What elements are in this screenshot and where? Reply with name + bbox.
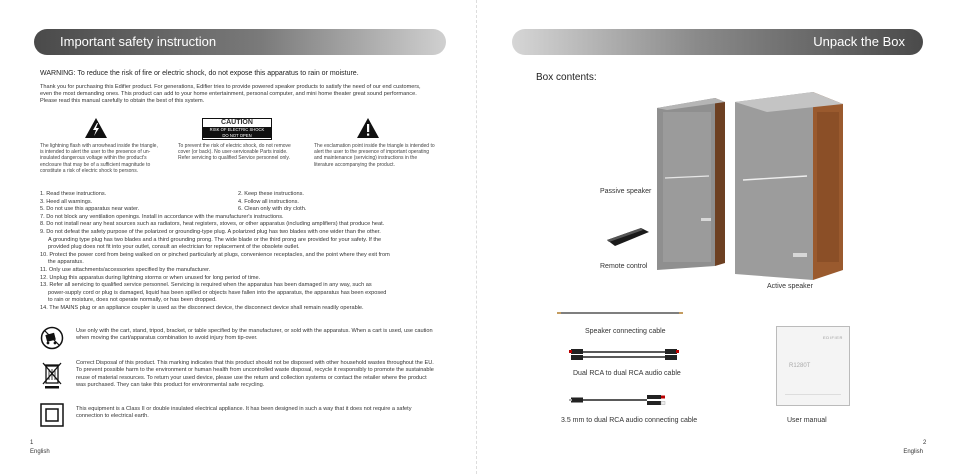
- exclamation-symbol-text: The exclamation point inside the triangle is intended to alert the user to the presence of important operating and maintenance (servicing) instructions in the literature accompanying the product.: [314, 143, 435, 168]
- lightning-symbol-text: The lightning flash with arrowhead inside the triangle, is intended to alert the user to the presence of un-insulated dangerous voltage within the product's enclosure that may be of a sufficient magnitude to constitute a risk of electric shock to persons.: [40, 143, 158, 174]
- list-item: 13. Refer all servicing to qualified service personnel. Servicing is required when the apparatus has been damaged in any way, such as: [40, 282, 372, 289]
- list-item: to rain or moisture, does not operate normally, or has been dropped.: [48, 297, 217, 304]
- active-speaker-label: Active speaker: [767, 283, 813, 290]
- cart-tipover-icon: [40, 326, 64, 350]
- remote-control-label: Remote control: [600, 263, 648, 270]
- list-item: provided plug does not fit into your outlet, consult an electrician for replacement of the obsolete outlet.: [48, 244, 300, 251]
- remote-control-image: [605, 226, 651, 248]
- class-two-icon: [40, 403, 64, 427]
- safety-banner: Important safety instruction: [34, 29, 446, 55]
- weee-bin-icon: [40, 360, 64, 390]
- speaker-cable-label: Speaker connecting cable: [585, 328, 666, 335]
- page-language: English: [903, 449, 923, 455]
- list-item: 14. The MAINS plug or an appliance coupler is used as the disconnect device, the disconnect device shall remain readily operable.: [40, 304, 364, 311]
- caution-sub-1: RISK OF ELECTRIC SHOCK: [203, 127, 271, 133]
- list-item: power-supply cord or plug is damaged, liquid has been spilled or objects have fallen into the apparatus, the apparatus has been exposed: [48, 289, 387, 296]
- page-language: English: [30, 449, 50, 455]
- manual-footer-line: [785, 394, 841, 395]
- page-number: 1: [30, 440, 34, 446]
- lightning-warning-icon: [84, 117, 108, 139]
- list-item: A grounding type plug has two blades and a third grounding prong. The wide blade or the third prong are provided for your safety. If the: [48, 236, 382, 243]
- rca-cable-image: [569, 346, 679, 364]
- class-two-text: This equipment is a Class II or double insulated electrical appliance. It has been designed in such a way that it does not require a safety connection to electrical earth.: [76, 406, 412, 420]
- box-contents-title: Box contents:: [536, 72, 597, 83]
- user-manual-image: [776, 326, 850, 406]
- list-item: 10. Protect the power cord from being walked on or pinched particularly at plugs, convenience receptacles, and the point where they exit from: [40, 251, 390, 258]
- speakers-image: [643, 88, 859, 288]
- user-manual-label: User manual: [787, 417, 827, 424]
- mm-cable-image: [569, 392, 679, 408]
- list-item: 5. Do not use this apparatus near water. 6. Clean only with dry cloth.: [40, 206, 307, 213]
- list-item: 12. Unplug this apparatus during lightning storms or when unused for long period of time.: [40, 274, 261, 281]
- caution-label: [202, 118, 272, 140]
- manual-model: R1280T: [789, 363, 811, 369]
- list-item: 1. Read these instructions. 2. Keep these instructions.: [40, 191, 304, 197]
- list-item: 9. Do not defeat the safety purpose of the polarized or grounding-type plug. A polarized plug has two blades with one wider than the other.: [40, 228, 381, 235]
- exclamation-warning-icon: [356, 117, 380, 139]
- list-item: 8. Do not install near any heat sources such as radiators, heat registers, stoves, or other apparatus (including amplifiers) that produce heat.: [40, 221, 385, 228]
- list-item: the apparatus.: [48, 259, 84, 266]
- list-item: 11. Only use attachments/accessories specified by the manufacturer.: [40, 266, 211, 273]
- list-item: 3. Heed all warnings. 4. Follow all instructions.: [40, 198, 299, 205]
- warning-text: WARNING: To reduce the risk of fire or electric shock, do not expose this apparatus to rain or moisture.: [40, 70, 359, 77]
- speaker-cable-image: [557, 308, 683, 318]
- manual-brand: EDIFIER: [823, 335, 843, 340]
- caution-sub-2: DO NOT OPEN: [203, 133, 271, 139]
- cart-warning-text: Use only with the cart, stand, tripod, bracket, or table specified by the manufacturer, or sold with the apparatus. When a cart is used, use caution when moving the cart/apparatus combination to avoid injury from tip-over.: [76, 328, 433, 342]
- disposal-text: Correct Disposal of this product. This marking indicates that this product should not be disposed with other household wastes throughout the EU. To prevent possible harm to the environment or human health from uncontrolled waste disposal, recycle it responsibly to promote the sustainable reuse of material resources. To return your used device, please use the return and collection systems or contact the retailer where the product was purchased. They can take this product for environmental safe recycling.: [76, 360, 434, 389]
- passive-speaker-label: Passive speaker: [600, 188, 652, 195]
- safety-list: [40, 191, 440, 313]
- intro-text: Thank you for purchasing this Edifier product. For generations, Edifier tries to provide powered speaker products to satisfy the need of our end customers, even the most demanding ones. This product can add to your home entertainment, personal computer, and mini home theater great sound performance. Please read this manual carefully to obtain the best of this system.: [40, 84, 421, 104]
- page-number: 2: [923, 440, 927, 446]
- unpack-banner: Unpack the Box: [512, 29, 923, 55]
- caution-symbol-text: To prevent the risk of electric shock, do not remove cover (or back). No user-serviceable Parts inside. Refer servicing to qualified Service personnel only.: [178, 143, 291, 162]
- list-item: 7. Do not block any ventilation openings. Install in accordance with the manufacturer's instructions.: [40, 213, 284, 220]
- right-page: [477, 0, 954, 474]
- mm-cable-label: 3.5 mm to dual RCA audio connecting cable: [561, 417, 698, 424]
- caution-title: CAUTION: [221, 119, 253, 126]
- rca-cable-label: Dual RCA to dual RCA audio cable: [573, 370, 681, 377]
